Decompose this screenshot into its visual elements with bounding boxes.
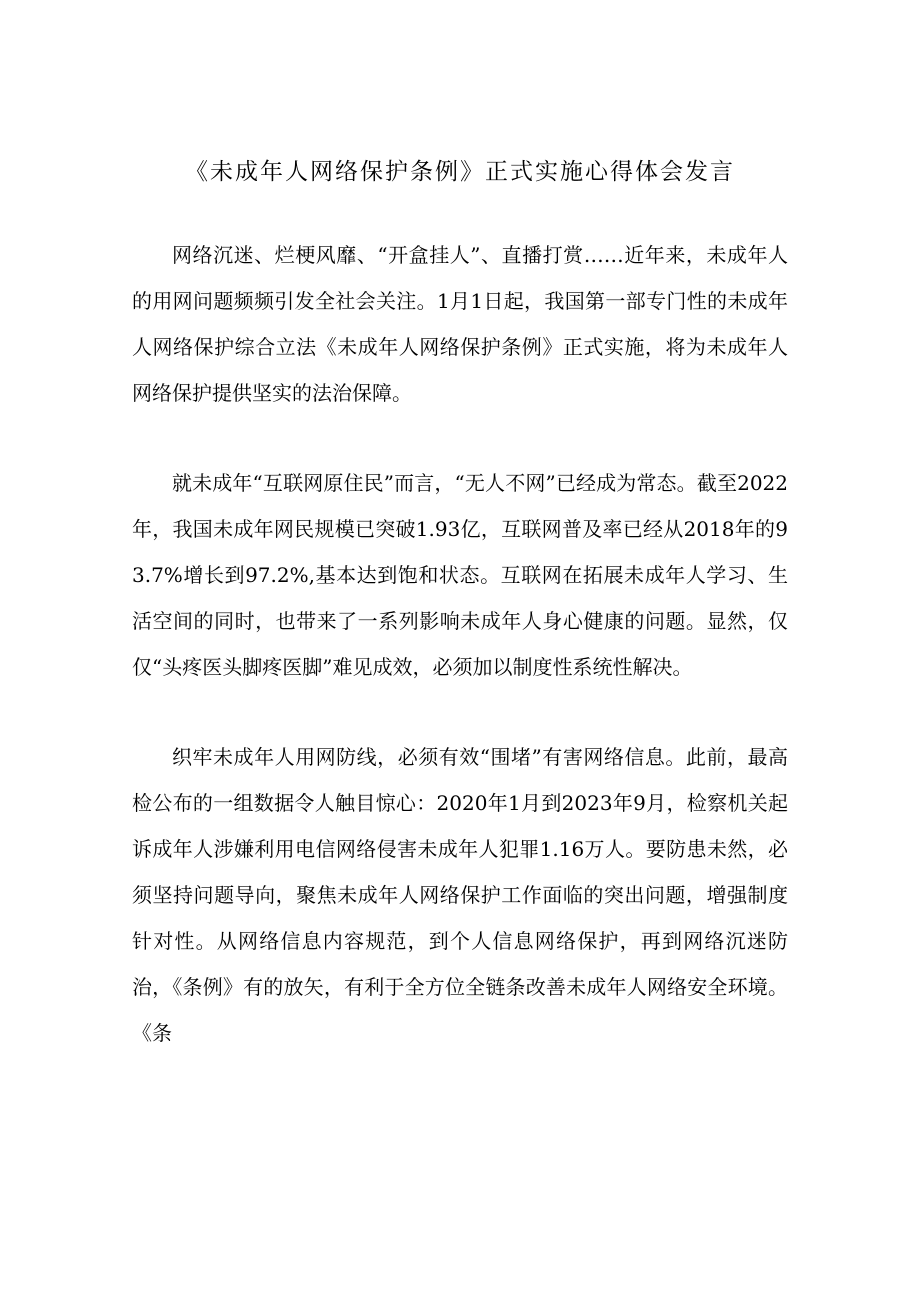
document-body	[132, 232, 788, 1056]
paragraph-1: 网络沉迷、烂梗风靡、“开盒挂人”、直播打赏……近年来，未成年人的用网问题频频引发全社会关注。1月1日起，我国第一部专门性的未成年人网络保护综合立法《未成年人网络保护条例》正式实施，将为未成年人网络保护提供坚实的法治保障。	[132, 243, 788, 405]
paragraph-3: 织牢未成年人用网防线，必须有效“围堵”有害网络信息。此前，最高检公布的一组数据令人触目惊心：2020年1月到2023年9月，检察机关起诉成年人涉嫌利用电信网络侵害未成年人犯罪1.16万人。要防患未然，必须坚持问题导向，聚焦未成年人网络保护工作面临的突出问题，增强制度针对性。从网络信息内容规范，到个人信息网络保护，再到网络沉迷防治，《条例》有的放矢，有利于全方位全链条改善未成年人网络安全环境。《条	[132, 745, 788, 1045]
paragraph-2: 就未成年“互联网原住民”而言，“无人不网”已经成为常态。截至2022年，我国未成年网民规模已突破1.93亿，互联网普及率已经从2018年的93.7%增长到97.2%,基本达到饱和状态。互联网在拓展未成年人学习、生活空间的同时，也带来了一系列影响未成年人身心健康的问题。显然，仅仅“头疼医头脚疼医脚”难见成效，必须加以制度性系统性解决。	[132, 471, 788, 679]
document-title: 《未成年人网络保护条例》正式实施心得体会发言	[185, 159, 735, 185]
